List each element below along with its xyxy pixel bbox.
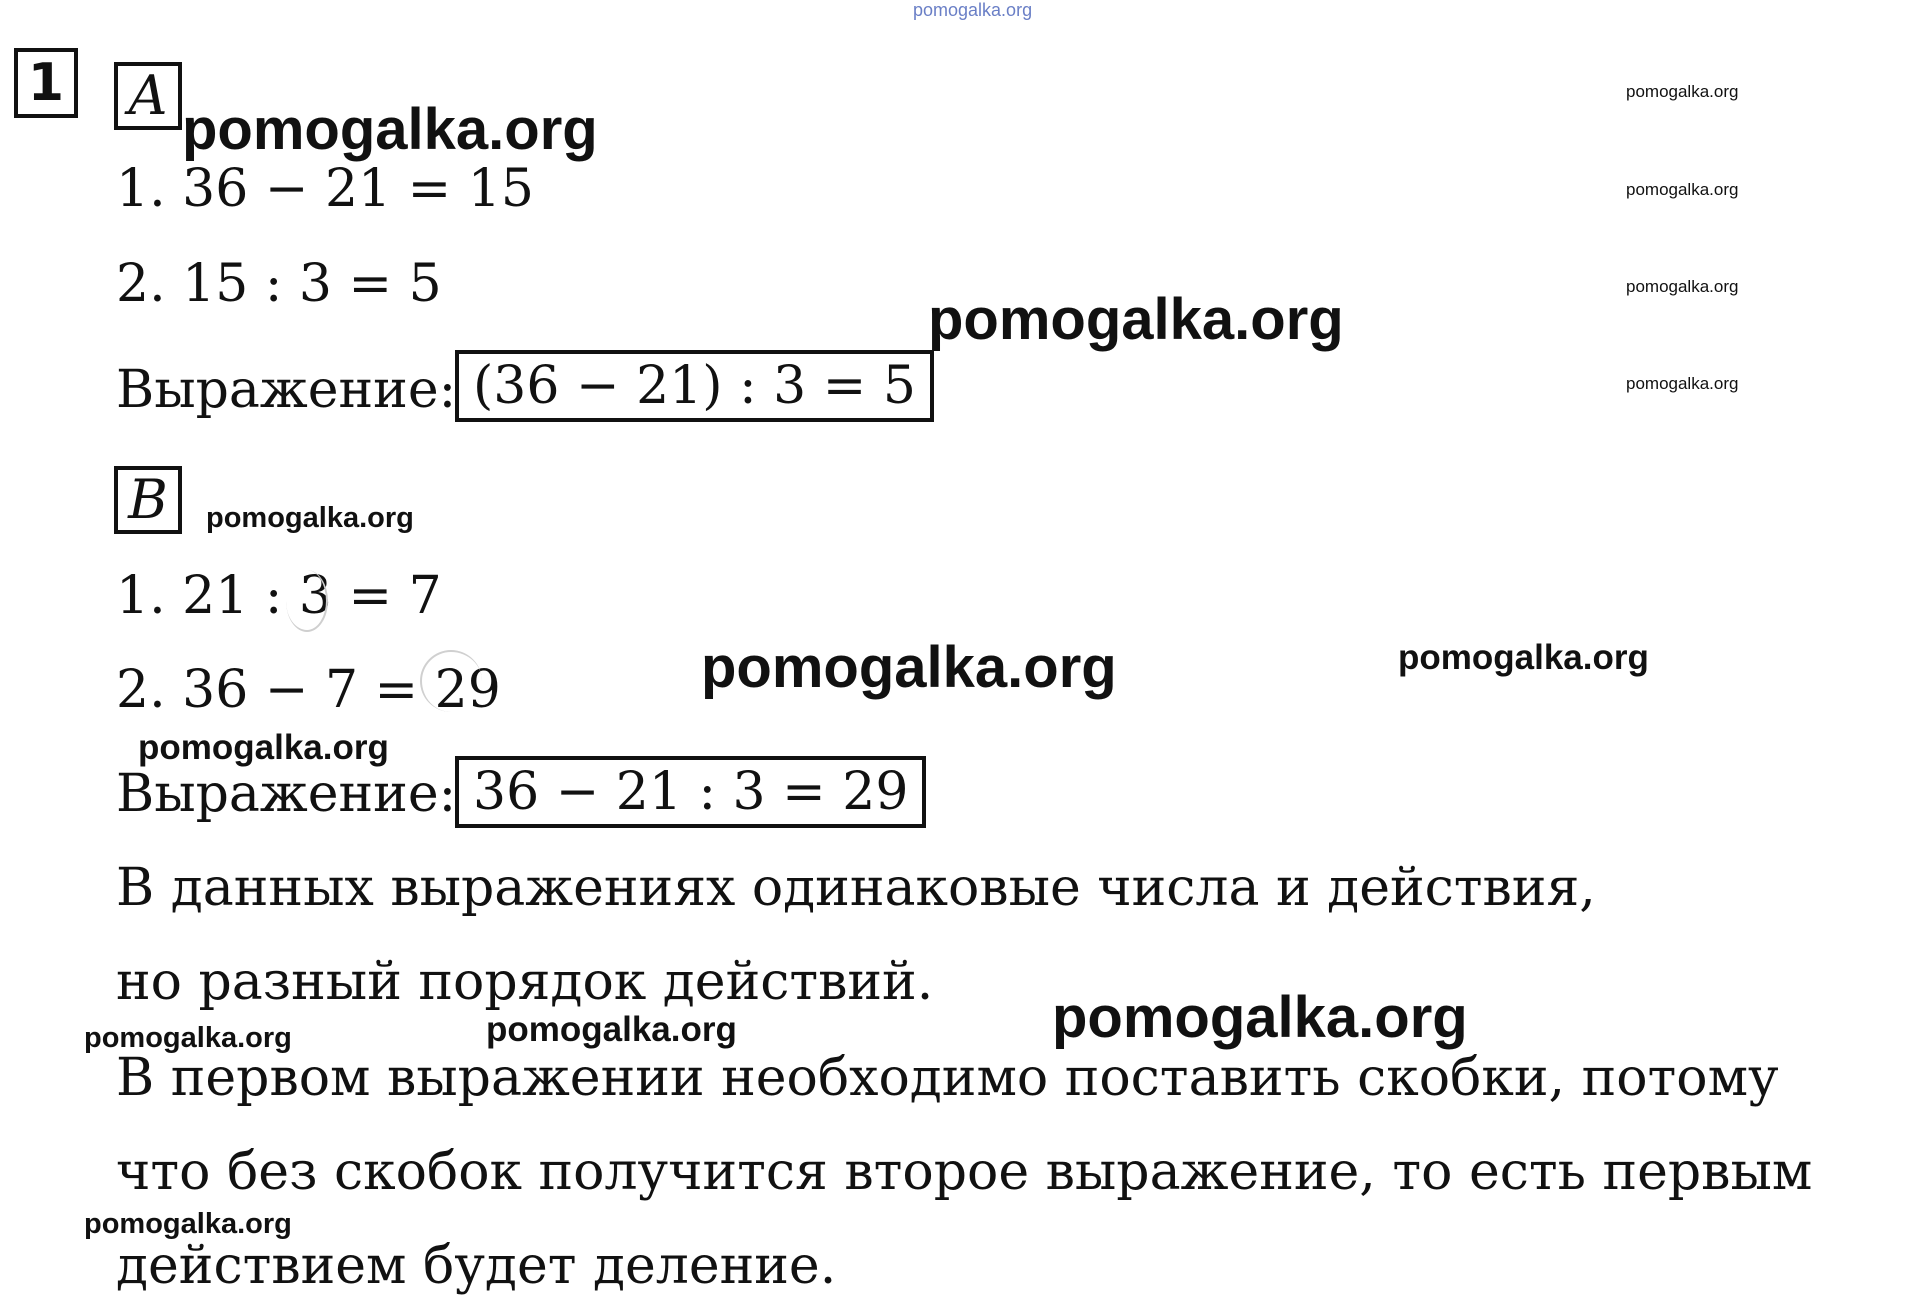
watermark-small: pomogalka.org	[1626, 374, 1739, 393]
variant-b-step-1: 1. 21 : 3 = 7	[116, 566, 442, 626]
watermark-small: pomogalka.org	[1626, 277, 1739, 296]
variant-b-label: B	[114, 466, 182, 534]
explanation-line-5: действием будет деление.	[116, 1236, 837, 1296]
watermark-large: pomogalka.org	[182, 97, 598, 162]
watermark-medium: pomogalka.org	[84, 1208, 292, 1240]
variant-a-label: A	[114, 62, 182, 130]
watermark-large: pomogalka.org	[1052, 985, 1468, 1050]
explanation-line-4: что без скобок получится второе выражение, то есть первым	[116, 1142, 1813, 1202]
watermark-top: pomogalka.org	[913, 0, 1033, 20]
watermark-medium: pomogalka.org	[486, 1010, 737, 1049]
handwritten-mark	[420, 650, 482, 712]
explanation-line-3: В первом выражении необходимо поставить скобки, потому	[116, 1048, 1779, 1108]
explanation-line-1: В данных выражениях одинаковые числа и действия,	[116, 858, 1596, 918]
variant-b-step-2: 2. 36 − 7 = 29	[116, 660, 501, 720]
watermark-medium: pomogalka.org	[206, 502, 414, 534]
explanation-line-2: но разный порядок действий.	[116, 952, 934, 1012]
variant-b-expression-box: 36 − 21 : 3 = 29	[455, 756, 926, 828]
watermark-medium: pomogalka.org	[84, 1022, 292, 1054]
watermark-medium: pomogalka.org	[138, 728, 389, 767]
variant-a-expression-box: (36 − 21) : 3 = 5	[455, 350, 934, 422]
watermark-small: pomogalka.org	[1626, 82, 1739, 101]
variant-a-step-2: 2. 15 : 3 = 5	[116, 254, 442, 314]
task-number-box: 1	[14, 48, 78, 118]
variant-a-expression-label: Выражение:	[116, 360, 457, 420]
variant-a-step-1: 1. 36 − 21 = 15	[116, 159, 534, 219]
watermark-small: pomogalka.org	[1626, 180, 1739, 199]
watermark-large: pomogalka.org	[928, 287, 1344, 352]
watermark-large: pomogalka.org	[701, 635, 1117, 700]
variant-b-expression-label: Выражение:	[116, 764, 457, 824]
handwritten-mark	[286, 570, 328, 632]
watermark-medium: pomogalka.org	[1398, 638, 1649, 677]
